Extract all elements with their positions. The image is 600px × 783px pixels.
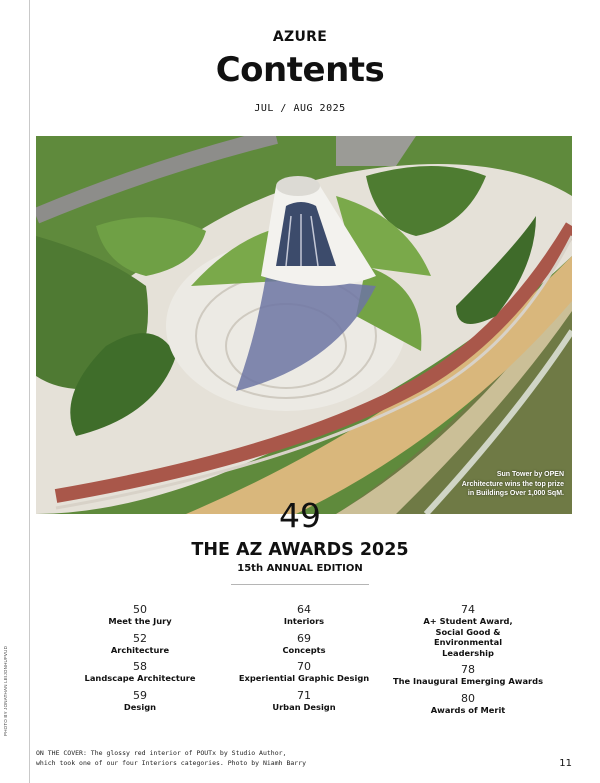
contents-entry[interactable] [388, 692, 548, 716]
contents-entry[interactable] [70, 660, 210, 684]
entry-name: Experiential Graphic Design [238, 673, 370, 683]
feature-photo [36, 136, 572, 514]
photo-caption: Sun Tower by OPEN Architecture wins the top prize in Buildings Over 1,000 SqM. [461, 471, 564, 497]
entry-name: Meet the Jury [108, 616, 172, 626]
entry-page: 59 [133, 688, 147, 702]
photo-credit: PHOTO BY JONATHAN LEIJONHUFVUD [3, 645, 8, 736]
entry-page: 50 [133, 603, 147, 616]
entry-name: Design [123, 701, 157, 712]
entry-name: A+ Student Award, Social Good & Environmental Leadership [423, 616, 513, 658]
section-title[interactable]: THE AZ AWARDS 2025 [191, 540, 409, 560]
contents-entry[interactable] [70, 632, 210, 656]
entry-name: Urban Design [272, 701, 336, 712]
contents-column-3 [388, 603, 548, 720]
contents-entry[interactable] [70, 689, 210, 713]
entry-name: Landscape Architecture [84, 673, 196, 683]
contents-column-2 [230, 603, 378, 717]
entry-page: 58 [133, 660, 147, 673]
page-number: 11 [559, 758, 572, 769]
section-subtitle: 15th ANNUAL EDITION [237, 563, 363, 574]
entry-page: 70 [297, 660, 311, 673]
entry-name: The Inaugural Emerging Awards [392, 676, 544, 686]
magazine-logo: AZURE [272, 29, 328, 45]
margin-rule [29, 0, 30, 783]
contents-entry[interactable] [388, 603, 548, 658]
entry-page: 71 [297, 688, 311, 702]
aerial-plaza-illustration [36, 136, 572, 514]
entry-name: Interiors [283, 616, 325, 626]
page-title: Contents [215, 50, 385, 90]
entry-page: 64 [297, 603, 311, 616]
contents-entry[interactable] [230, 603, 378, 627]
entry-name: Awards of Merit [430, 704, 506, 715]
contents-entry[interactable] [70, 603, 210, 627]
cover-note-line: which took one of our four Interiors categories. Photo by Niamh Barry [36, 759, 307, 767]
issue-date: JUL / AUG 2025 [254, 103, 346, 114]
entry-page: 52 [133, 631, 147, 645]
cover-note [36, 748, 456, 768]
entry-name: Concepts [282, 644, 326, 655]
contents-entry[interactable] [230, 660, 378, 684]
entry-name: Architecture [110, 644, 170, 655]
entry-page: 78 [461, 663, 475, 676]
entry-page: 80 [461, 691, 475, 705]
cover-note-line: ON THE COVER: The glossy red interior of POUTx by Studio Author, [36, 749, 287, 757]
entry-page: 74 [461, 603, 475, 616]
contents-entry[interactable] [388, 663, 548, 687]
contents-entry[interactable] [230, 689, 378, 713]
entry-page: 69 [297, 631, 311, 645]
contents-column-1 [70, 603, 210, 717]
section-page-number[interactable]: 49 [279, 496, 321, 535]
contents-entry[interactable] [230, 632, 378, 656]
section-divider [231, 584, 369, 585]
